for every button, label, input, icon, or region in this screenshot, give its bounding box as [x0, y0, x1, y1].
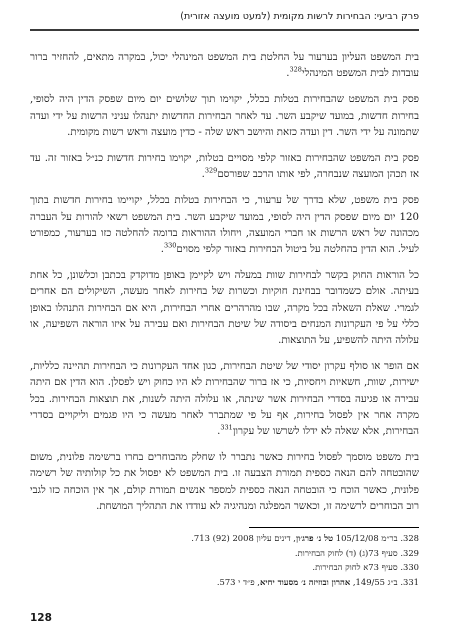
- header-rule: [30, 29, 419, 31]
- footnote-ref[interactable]: 331: [220, 423, 233, 432]
- footnote: 329. סעיף 73(ג) (ד) לחוק הבחירות.: [294, 547, 419, 558]
- footnote-ref[interactable]: 329: [204, 166, 218, 175]
- footnote-text: בר״מ 105/12/08: [333, 533, 398, 543]
- page-number: 128: [30, 612, 52, 624]
- paragraph: [30, 450, 419, 515]
- footnote: 331. ב״ג 149/55, אהרון ובוזיזה נ׳ מסעוד יחיא, פ״ד י 573.: [216, 576, 419, 587]
- paragraph: [30, 268, 419, 349]
- footnote-text: , פ״ד י 573.: [216, 576, 260, 587]
- footnotes: [30, 531, 419, 589]
- paragraph-text: פסק בית המשפט שהבחירות באזור קלפי מסויים בטלות, יקוימו בחירות חדשות כנ״ל באזור זה. עד אז תכהן המועצה שנבחרה, לפי אותו הרכב שפורסם: [30, 153, 419, 181]
- footnote-number: 330: [403, 562, 419, 573]
- body-text: [30, 50, 419, 525]
- footnote-ref[interactable]: 330: [163, 241, 177, 250]
- footnote-text: , דינים עליון 2008 (92) 713.: [191, 533, 296, 543]
- footnote-case-name: אהרון ובוזיזה נ׳ מסעוד יחיא: [259, 576, 351, 587]
- running-header-title: פרק רביעי: הבחירות לרשות מקומית (למעט מועצה אזורית): [180, 11, 419, 22]
- paragraph-text: בית משפט מוסמך לפסול בחירות כאשר נתברר לו שחלק מהבוחרים בחרו ברשימה פלונית, משום שהובטחה להם הנאה כספית תמורת הצבעה זו. בית המשפט לא יפסול את כל קולותיה של רשימה פלונית, כאשר הוכח כי הובטחה הנאה כספית למספר אנשים תמורת קולם, אך אין הוכחה כזו לגבי רוב הבוחרים לרשימה זו, וכאשר המפלגה ומנהיגיה לא עודדו את התהליך המושחת.: [30, 452, 419, 512]
- footnote-ref[interactable]: 328: [289, 65, 302, 74]
- footnote-text: ב״ג 149/55,: [350, 576, 398, 587]
- footnote: 330. סעיף 73א לחוק הבחירות.: [312, 562, 419, 573]
- footnote-text: סעיף 73(ג) (ד) לחוק הבחירות.: [294, 547, 398, 558]
- footnote-number: 329: [403, 547, 419, 558]
- footnote-separator: [249, 527, 419, 528]
- footnote: 328. בר״מ 105/12/08 טל נ׳ פרג׳ון, דינים עליון 2008 (92) 713.: [191, 533, 419, 543]
- paragraph: אם הופר או סולף עקרון יסודי של שיטת הבחירות, כגון אחד העקרונות כי הבחירות תהיינה כלליות, ישירות, שוות, חשאיות ויחסיות, כי אז ברור שהבחירות לא היו כחוק ויש לפסלן. הוא הדין אם היתה עבירה או פגיעה בסדרי הבחירות אשר שינתה, או עלולה היתה לשנות, את תוצאות הבחירות. בכל מקרה אחר אין לפסול בחירות, אף על פי שמתברר לאחר מעשה כי היו פגמים וליקויים בסדרי הבחירות, אלא שאלה לא ידלו לשרשו של עקרון$^{331}$.: [30, 361, 419, 438]
- paragraph: [30, 92, 419, 141]
- paragraph-text: כל הוראות החוק בקשר לבחירות שוות במעלה ויש לקיימן באופן מדוקדק בכתבן וכלשונן, כל אחת בעיתה. אולם כשמדובר בבחינת חוקיות וכשרות של בחירות לאחר מעשה, השיקולים הם אחרים לגמרי. שאלת השאלה בכל מקרה, שבו מהרהרים אחרי הבחירות, היא אם הבחירות התנהלו באופן כללי על פי העקרונות המנחים ביסודה של שיטת הבחירות ואם עבירה על איזו הוראה השפיעה, או עלולה היתה להשפיע, על התוצאות.: [30, 270, 419, 347]
- footnote-number: 328: [403, 533, 419, 543]
- footnote-text: סעיף 73א לחוק הבחירות.: [312, 562, 398, 573]
- footnote-number: 331: [403, 576, 419, 587]
- running-header: [0, 0, 449, 44]
- footnote-case-name: טל נ׳ פרג׳ון: [295, 533, 334, 543]
- paragraph-text: פסק בית המשפט שהבחירות בטלות בכלל, יקוימו תוך שלושים יום מיום שפסק הדין היה לסופי, בחירות חדשות, במועד שיקבע השר. עד לאחר הבחירות החדשות יתנהלו עניני הרשות על ידי ועדה שתמונה על ידי השר. דין ועדה כזאת והיושב ראש שלה - כדין מועצה וראש רשות מקומית.: [30, 94, 419, 138]
- paragraph: פסק בית משפט, שלא בדרך של ערעור, כי הבחירות בטלות בכלל, יקויימו בחירות חדשות בתוך 120 יום מיום שפסק הדין היה לסופי, במועד שיקבע השר. בית המשפט רשאי להורות על העברה מכהונה של ראש הרשות או חברי המועצה, ויחולו ההוראות בדומה להחלטה כזו בערעור, כמפורט לעיל. הוא הדין בהחלטה על ביטול הבחירות באזור קלפי מסוים$^{330}$.: [30, 195, 419, 256]
- paragraph-text: פסק בית משפט, שלא בדרך של ערעור, כי הבחירות בטלות בכלל, יקויימו בחירות חדשות בתוך 120 יום מיום שפסק הדין היה לסופי, במועד שיקבע השר. בית המשפט רשאי להורות על העברה מכהונה של ראש הרשות או חברי המועצה, ויחולו ההוראות בדומה להחלטה כזו בערעור, כמפורט לעיל. הוא הדין בהחלטה על ביטול הבחירות באזור קלפי מסוים: [30, 195, 419, 256]
- paragraph: בית המשפט העליון בערעור על החלטת בית המשפט המינהלי יכול, במקרה מתאים, להחזיר ברור עובדות לבית המשפט המינהלי$^{328}$.: [30, 52, 419, 80]
- paragraph: פסק בית המשפט שהבחירות באזור קלפי מסויים בטלות, יקוימו בחירות חדשות כנ״ל באזור זה. עד אז תכהן המועצה שנבחרה, לפי אותו הרכב שפורסם$^{329}$.: [30, 153, 419, 181]
- paragraph-text: אם הופר או סולף עקרון יסודי של שיטת הבחירות, כגון אחד העקרונות כי הבחירות תהיינה כלליות, ישירות, שוות, חשאיות ויחסיות, כי אז ברור שהבחירות לא היו כחוק ויש לפסלן. הוא הדין אם היתה עבירה או פגיעה בסדרי הבחירות אשר שינתה, או עלולה היתה לשנות, את תוצאות הבחירות. בכל מקרה אחר אין לפסול בחירות, אף על פי שמתברר לאחר מעשה כי היו פגמים וליקויים בסדרי הבחירות, אלא שאלה לא ידלו לשרשו של עקרון: [30, 361, 419, 438]
- paragraph-text: בית המשפט העליון בערעור על החלטת בית המשפט המינהלי יכול, במקרה מתאים, להחזיר ברור עובדות לבית המשפט המינהלי: [30, 52, 419, 80]
